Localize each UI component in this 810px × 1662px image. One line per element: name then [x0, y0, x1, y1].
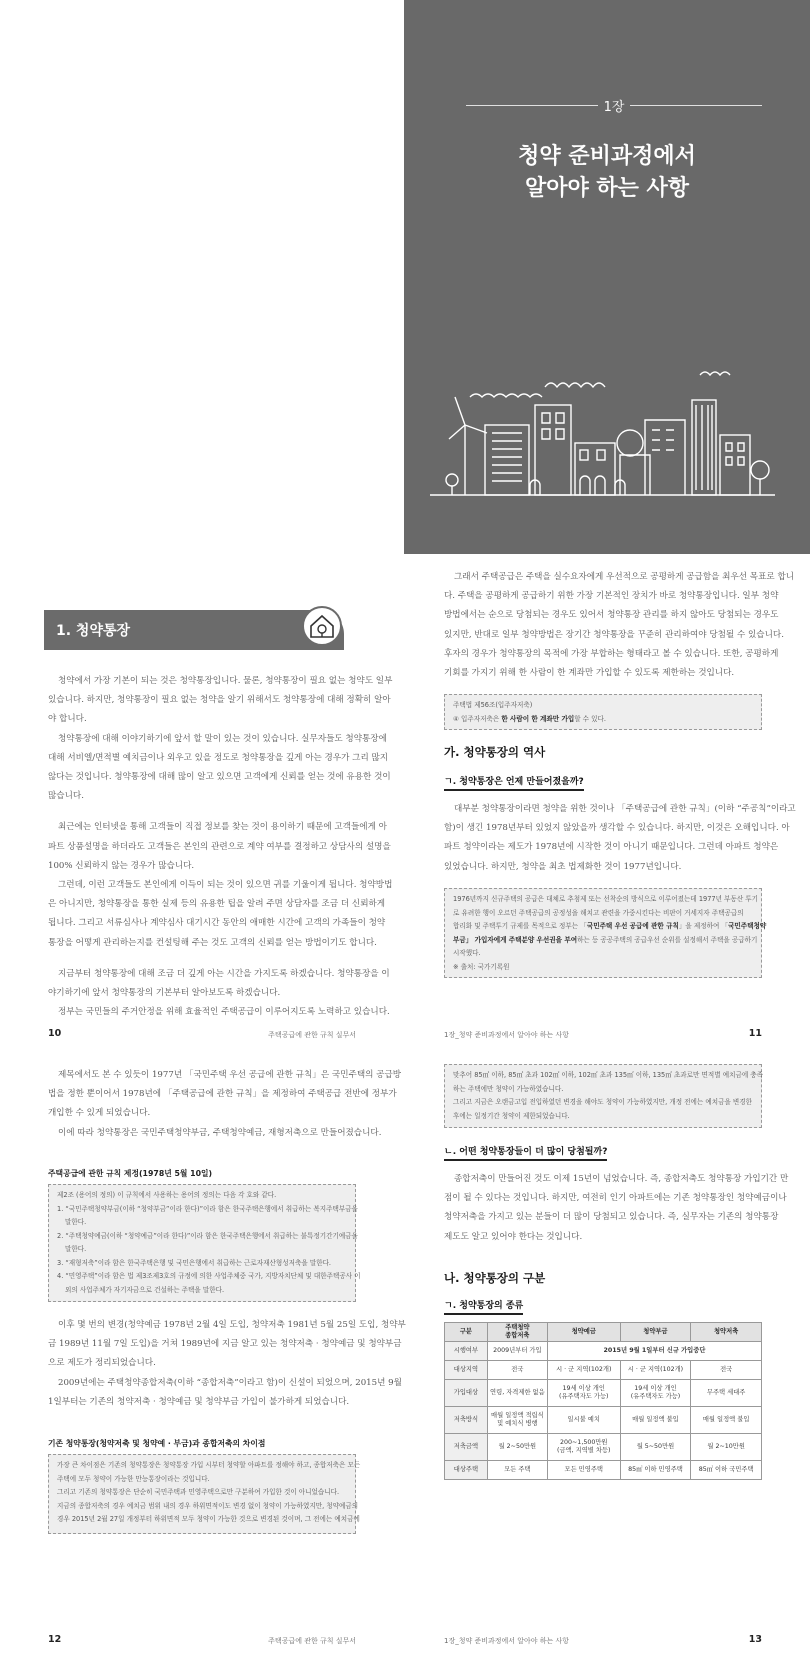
piggy-bank-house-icon — [302, 604, 342, 648]
chapter-title — [404, 141, 810, 205]
law-quote-box — [444, 694, 762, 730]
law-quote-title: 주택법 제56조(입주자저축) — [453, 701, 533, 709]
difference-box-title: 기존 청약통장(청약저축 및 청약예 · 부금)과 종합저축의 차이점 — [48, 1439, 266, 1448]
page11-paragraph-2: 대부분 청약통장이라면 청약을 위한 것이나 「주택공급에 관한 규칙」(이하 “주공칙”이라고 함)이 생긴 1978년부터 있었지 않았을까 생각할 수 있습니다. 하지만, 이것은 오해입니다. 아 파트 청약이라는 제도가 1978년에 시작한 것이 아니기 때문입니다. 그런데 아파트 청약은 있었습니다. 하지만, 청약을 최초 법제화한 것이 1977년입니다. — [444, 804, 796, 872]
heading-classification: 나. 청약통장의 구분 — [444, 1271, 546, 1285]
page-number-11: 11 — [748, 1028, 762, 1039]
table-row: 가입대상 연령, 자격제한 없음 19세 이상 개인 (유주택자도 가능) 19세 이상 개인 (유주택자도 가능) 무주택 세대주 — [445, 1380, 762, 1407]
account-types-table — [444, 1322, 762, 1480]
page-number-10: 10 — [48, 1028, 62, 1039]
chapter-title-line2: 알아야 하는 사항 — [524, 176, 690, 201]
chapter-label: 1장 — [603, 100, 625, 115]
running-title-10: 주택공급에 관한 규칙 실무서 — [268, 1031, 356, 1039]
section-banner — [44, 610, 344, 650]
regulation-box-title: 주택공급에 관한 규칙 제정(1978년 5월 10일) — [48, 1169, 213, 1178]
page-10 — [0, 554, 404, 1054]
subheading-types: ㄱ. 청약통장의 종류 — [444, 1298, 523, 1315]
page-number-13: 13 — [748, 1634, 762, 1645]
page11-body-2 — [444, 800, 796, 889]
page12-paragraph-1: 제목에서도 본 수 있듯이 1977년 「국민주택 우선 공급에 관한 규칙」은 국민주택의 공급방 법을 정한 뿐이어서 1978년에 「주택공급에 관한 규칙」을 제정하여 주택공급 전반에 정부가 개입한 수 있게 되었습니다. 이에 따라 청약통장은 국민주택청약부금, 주택청약예금, 재형저축으로 만들어졌습니다. — [48, 1070, 402, 1138]
page10-body — [48, 672, 393, 1034]
table-header: 청약부금 — [620, 1323, 691, 1342]
table-header: 주택청약 종합저축 — [487, 1323, 547, 1342]
heading-history: 가. 청약통장의 역사 — [444, 745, 546, 759]
page13-body — [444, 1170, 789, 1259]
chapter-label-rule-left — [466, 105, 598, 106]
table-header-row — [445, 1323, 762, 1342]
section-title: 1. 청약통장 — [56, 623, 131, 639]
city-skyline-illustration — [430, 355, 790, 505]
table-row: 대상지역 전국 시 · 군 지역(102개) 시 · 군 지역(102개) 전국 — [445, 1361, 762, 1380]
page10-paragraph-1: 청약에서 가장 기본이 되는 것은 청약통장입니다. 물론, 청약통장이 필요 없는 청약도 일부 있습니다. 하지만, 청약통장이 필요 없는 청약을 알기 위해서도 청약통장에 대해 정확히 알아 야 합니다. 청약통장에 대해 이야기하기에 앞서 할 말이 있는 것이 있습니다. 실무자들도 청약통장에 대해 서비엘/면적별 예치금이나 외우고 있을 정도로 청약통장을 깊게 아는 경우가 그리 많지 않다는 것입니다. 청약통장에 대해 많이 알고 있으면 고객에게 신뢰를 얻는 것에 유용한 것이 많습니다. — [48, 676, 393, 802]
page13-paragraph-1: 종합저축이 만들어진 것도 이제 15년이 넘었습니다. 즉, 종합저축도 청약통장 가입기간 만 점이 될 수 있다는 것입니다. 하지만, 여전히 인기 아파트에는 기존 청약통장인 청약예금이나 청약저축을 가지고 있는 분들이 더 많이 당첨되고 있습니다. 즉, 실무자는 기존의 청약통장 제도도 알고 있어야 한다는 것입니다. — [444, 1174, 789, 1242]
history-note-box: 1976년까지 신규주택의 공급은 대체로 추첨제 또는 선착순의 방식으로 이루어졌는데 1977년 부동산 투기 로 유려한 행이 오르던 주택공급의 공정성을 해치고 관련을 가중시킨다는 비판이 거세지자 주택공급의 합리화 및 주택투기 규제를 목적으로 정부는 「국민주택 우선 공급에 관한 규칙」을 제정하여 「국민주택청약 부금」 가입자에게 주택분양 우선권을 부여하는 등 공공주택의 공급우선 순위를 설정해서 주택을 공급하기 시작했다. ※ 출처: 국가기록원 — [444, 888, 762, 978]
page12-body — [48, 1066, 402, 1155]
page10-paragraph-3: 지금부터 청약통장에 대해 조금 더 깊게 아는 시간을 가지도록 하겠습니다. 청약통장을 이 야기하기에 앞서 청약통장의 기본부터 알아보도록 하겠습니다. 정부는 국민들의 주거안정을 위해 효율적인 주택공급이 이루어지도록 노력하고 있습니다. — [48, 968, 390, 1018]
subheading-which-wins: ㄴ. 어떤 청약통장들이 더 많이 당첨될까? — [444, 1144, 607, 1161]
table-row: 시행여부 2009년부터 가입 2015년 9월 1일부터 신규 가입중단 — [445, 1342, 762, 1361]
table-row: 저축방식 매월 일정액 적립식 및 예치식 병행 일시불 예치 매월 일정액 불입 매월 일정액 불입 — [445, 1407, 762, 1434]
table-row: 대상주택 모든 주택 모든 민영주택 85㎡ 이하 민영주택 85㎡ 이하 국민주택 — [445, 1461, 762, 1480]
table-header: 청약저축 — [691, 1323, 762, 1342]
page11-body — [444, 568, 795, 695]
page12-body-2 — [48, 1316, 406, 1424]
page-12 — [0, 1054, 404, 1662]
chapter-title-line1: 청약 준비과정에서 — [518, 144, 696, 169]
page11-paragraph-1: 그래서 주택공급은 주택을 실수요자에게 우선적으로 공평하게 공급함을 최우선 목표로 합니 다. 주택을 공평하게 공급하기 위한 가장 기본적인 장치가 바로 청약통장입니다. 일부 청약 방법에서는 순으로 당첨되는 경우도 있어서 청약통장 관리를 하지 않아도 당첨되는 경우도 있지만, 반대로 일부 청약방법은 장기간 청약통장을 꾸준히 관리하여야 당첨될 수 있습니다. 후자의 경우가 청약통장의 목적에 가장 부합하는 형태라고 볼 수 있습니다. 또한, 공평하게 기회를 가지기 위해 한 사람이 한 계좌만 가입할 수 있도록 제한하는 것입니다. — [444, 572, 795, 679]
difference-box: 가장 큰 차이점은 기존의 청약통장은 청약통장 가입 시부터 청약할 아파트를 정해야 하고, 종합저축은 모든 주택에 모두 청약이 가능한 만능통장이라는 것입니다. 그리고 기존의 청약통장은 단순히 국민주택과 민영주택으로만 구분하여 가입한 것이 아니었습니다. 지금의 종합저축의 경우 예치금 범위 내의 경우 하위면적이도 변경 없이 청약이 가능하였지만, 청약예금의 경우 2015년 2월 27일 개정부터 하위면적 모두 청약이 가능한 것으로 변경된 것이며, 그 전에는 예치금에 — [48, 1454, 356, 1534]
page-number-12: 12 — [48, 1634, 62, 1645]
subheading-when-created: ㄱ. 청약통장은 언제 만들어졌을까? — [444, 774, 584, 791]
chapter-cover — [404, 0, 810, 554]
running-title-12: 주택공급에 관한 규칙 실무서 — [268, 1637, 356, 1645]
page-11 — [404, 554, 810, 1054]
running-title-13: 1장_청약 준비과정에서 알아야 하는 사항 — [444, 1637, 570, 1645]
running-title-11: 1장_청약 준비과정에서 알아야 하는 사항 — [444, 1031, 570, 1039]
page12-paragraph-2: 이후 몇 번의 변경(청약예금 1978년 2월 4일 도입, 청약저축 1981년 5월 25일 도입, 청약부 금 1989년 11월 7일 도입)을 거쳐 1989년에 지금 알고 있는 청약저축 · 청약예금 및 청약부금 으로 제도가 정리되었습니다. 2009년에는 주택청약종합저축(이하 “종합저축”이라고 함)이 신설이 되었으며, 2015년 9월 1일부터는 기존의 청약저축 · 청약예금 및 청약부금 가입이 불가하게 되었습니다. — [48, 1320, 406, 1407]
continued-box: 맞추어 85㎡ 이하, 85㎡ 초과 102㎡ 이하, 102㎡ 초과 135㎡ 이하, 135㎡ 초과로만 면적별 예치금에 충족 하는 주택에만 청약이 가능하였습니다. 그리고 지금은 오랜금고입 전입하였던 변경을 해야도 청약이 가능하였지만, 개정 전에는 예치금을 변경한 후에는 일정기간 청약이 제한되었습니다. — [444, 1064, 762, 1128]
table-header: 청약예금 — [547, 1323, 620, 1342]
regulation-box: 제2조 (용어의 정의) 이 규칙에서 사용하는 용어의 정의는 다음 각 호와 같다. 1. “국민주택청약부금(이하 “청약부금”이라 한다)”이라 함은 한국주택은행에서 취급하는 복지주택부금을 말한다. 2. “주택청약예금(이하 “청약예금”이라 한다)”이라 함은 한국주택은행에서 취급하는 불특정기간기예금을 말한다. 3. “재형저축”이라 함은 한국주택은행 및 국민은행에서 취급하는 근로자재산형성저축을 말한다. 4. “민영주택”이라 함은 법 제3조제3호의 규정에 의한 사업주체중 국가, 지방자치단체 및 대한주택공사 이 외의 사업주체가 자기자금으로 건설하는 주택을 말한다. — [48, 1184, 356, 1302]
history-note-source: ※ 출처: 국가기록원 — [453, 962, 510, 971]
page10-paragraph-2: 최근에는 인터넷을 통해 고객들이 직접 정보를 찾는 것이 용이하기 때문에 고객들에게 아 파트 상품설명을 하더라도 고객들은 본인의 관련으로 계약 여부를 결정하고 상담사의 설명을 100% 신뢰하지 않는 경우가 많습니다. 그런데, 이런 고객들도 본인에게 이득이 되는 것이 있으면 귀를 기울이게 됩니다. 청약방법 은 아니지만, 청약통장을 통한 실제 등의 유용한 팁을 알려 주면 상담자를 조금 더 신뢰하게 됩니다. 그리고 서류심사나 계약심사 대기시간 동안의 애매한 시간에 고객의 가족들이 청약 통장을 어떻게 관리하는지를 컨설팅해 주는 것도 고객의 신뢰를 얻는 방법이기도 합니다. — [48, 822, 393, 948]
page-13 — [404, 1054, 810, 1662]
table-header: 구분 — [445, 1323, 488, 1342]
table-row: 저축금액 월 2~50만원 200~1,500만원 (금액, 지역별 차등) 월 5~50만원 월 2~10만원 — [445, 1434, 762, 1461]
law-quote-text: ④ 입주자저축은 한 사람이 한 계좌만 가입할 수 있다. — [453, 714, 606, 723]
chapter-label-rule-right — [630, 105, 762, 106]
